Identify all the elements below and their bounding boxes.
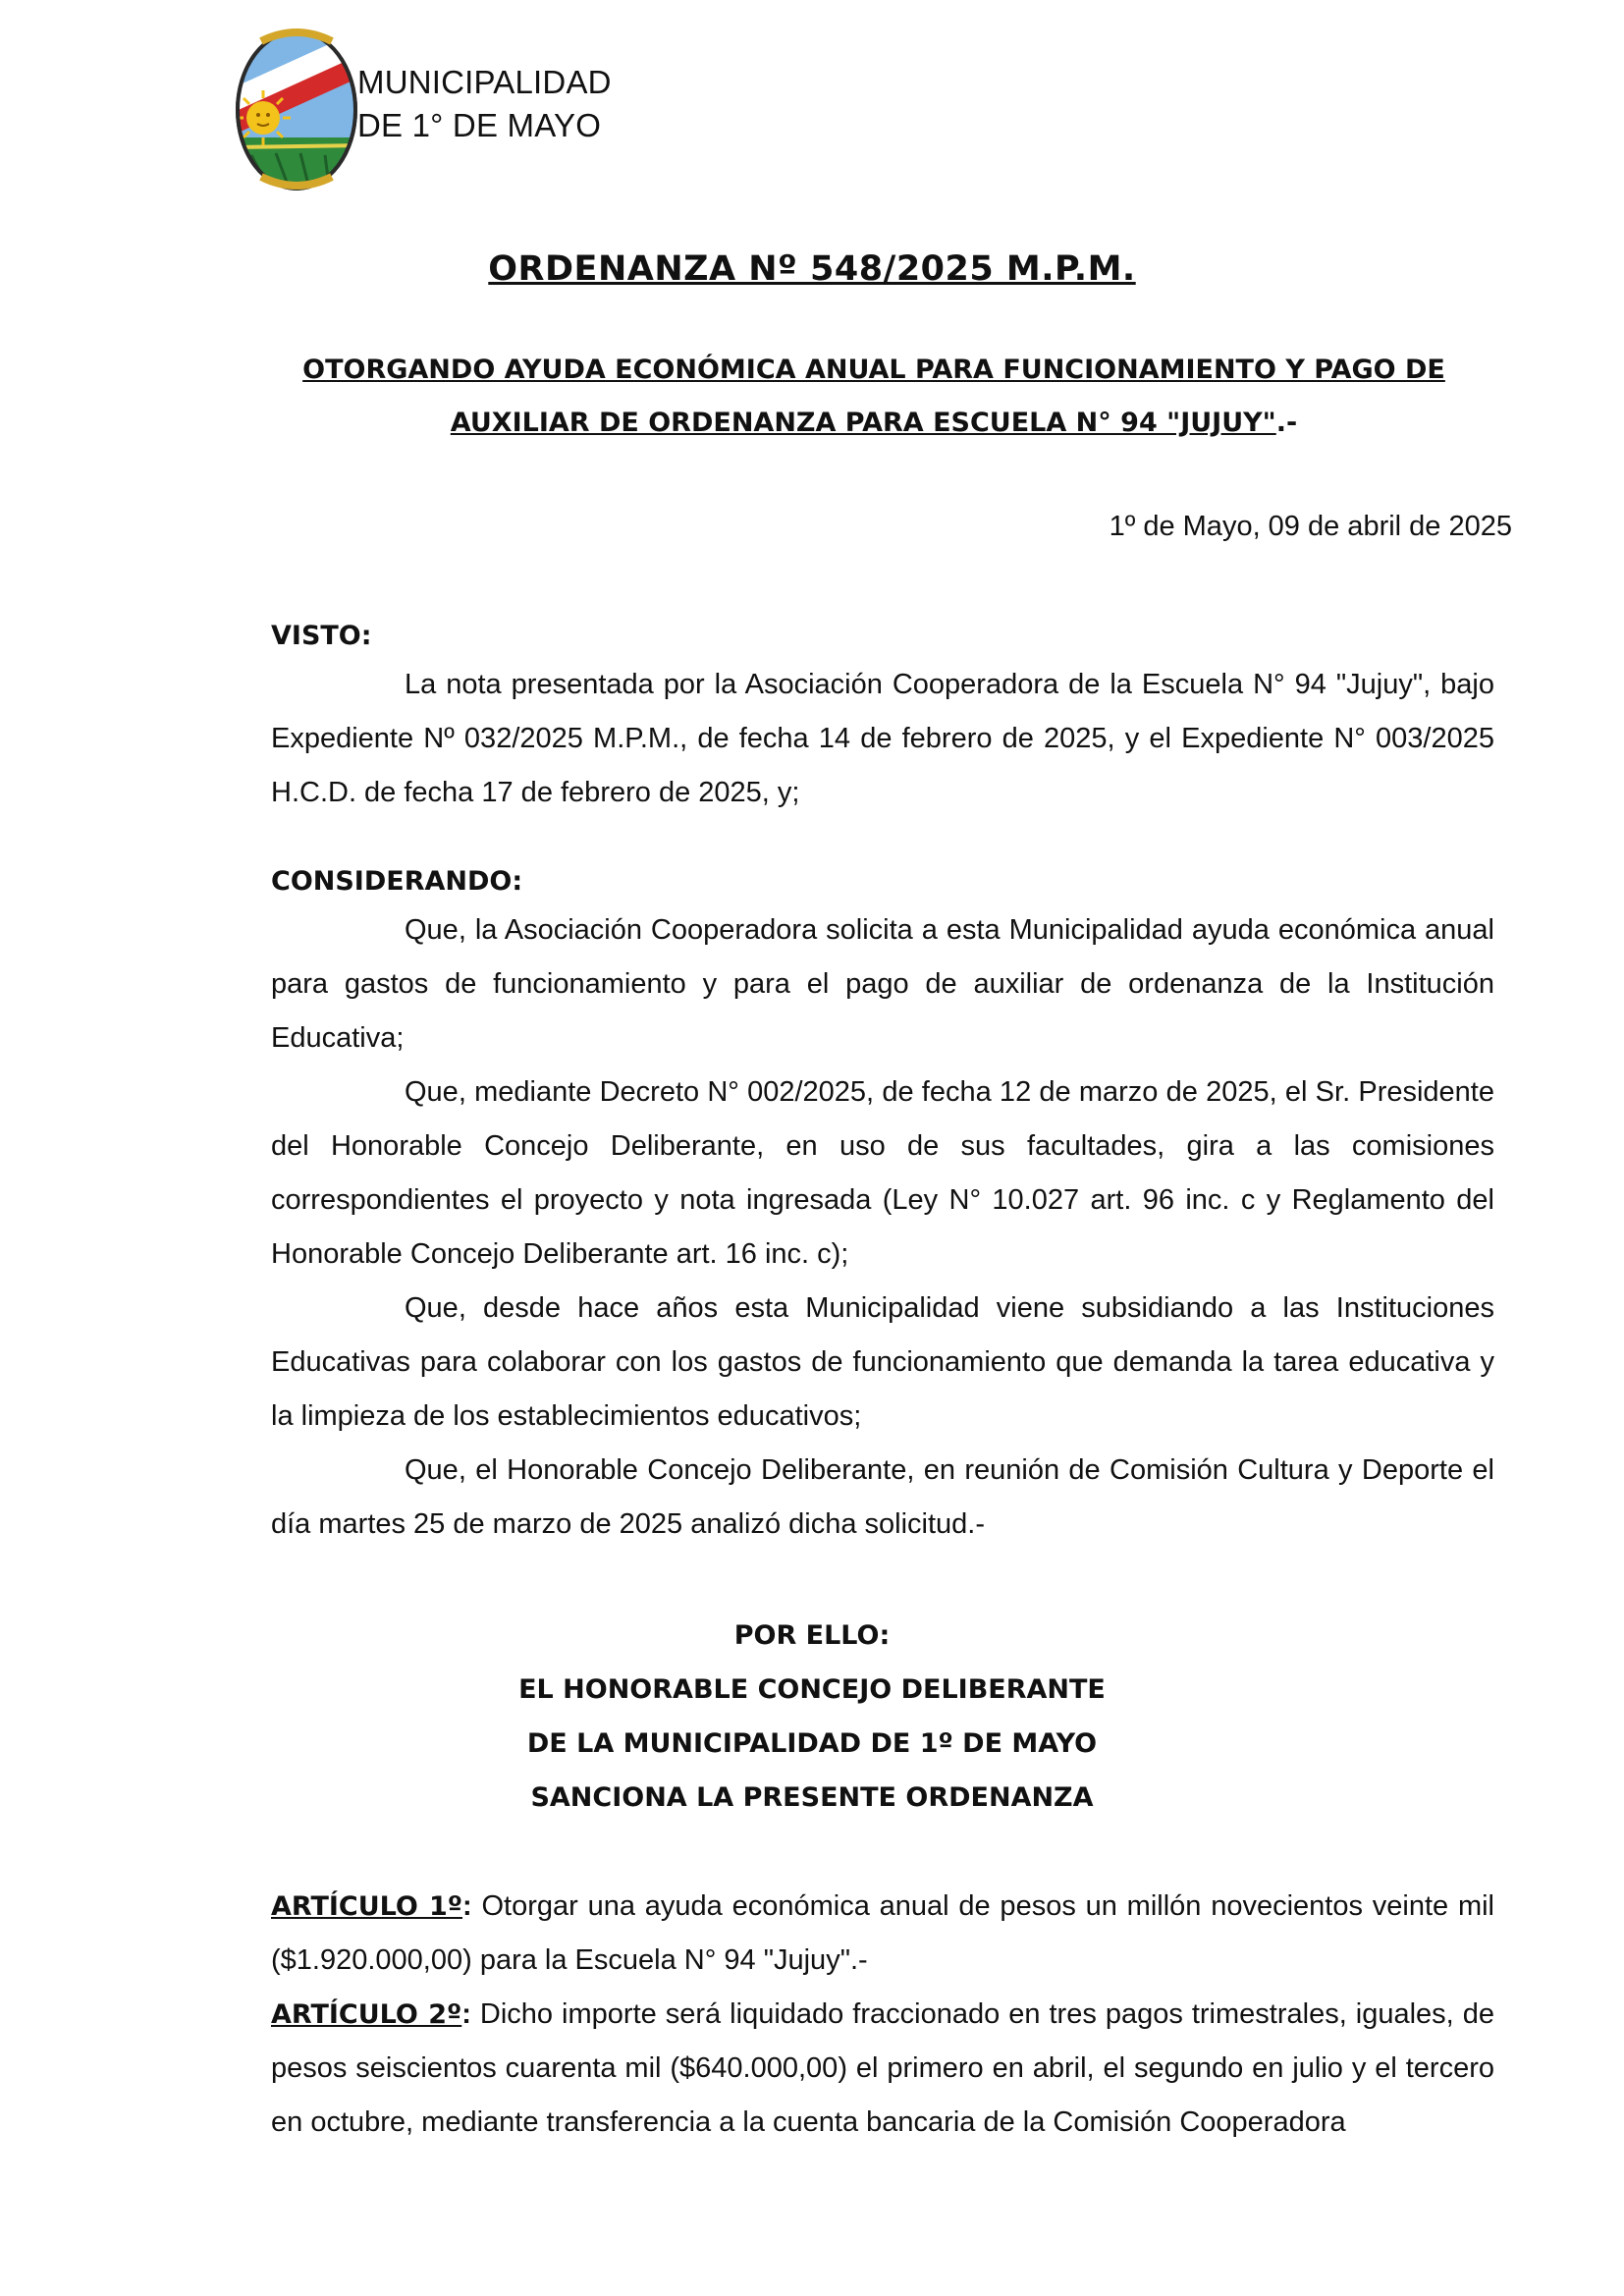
visto-heading: VISTO: <box>271 621 372 651</box>
ordinance-title: ORDENANZA Nº 548/2025 M.P.M. <box>488 249 1136 289</box>
por-ello-line: SANCIONA LA PRESENTE ORDENANZA <box>530 1782 1094 1813</box>
por-ello-line: POR ELLO: <box>733 1620 891 1651</box>
articles-section <box>271 1880 1494 2150</box>
municipality-name-line1: MUNICIPALIDAD <box>357 64 612 100</box>
article-2: ARTÍCULO 2º: Dicho importe será liquidado fraccionado en tres pagos trimestrales, iguales, de pesos seiscientos cuarenta mil ($640.000,00) el primero en abril, el segundo en julio y el tercero en octubre, mediante transferencia a la cuenta bancaria de la Comisión Cooperadora <box>271 1998 1494 2138</box>
por-ello-line: EL HONORABLE CONCEJO DELIBERANTE <box>518 1674 1106 1705</box>
article-text: Otorgar una ayuda económica anual de pesos un millón novecientos veinte mil ($1.920.000,00) para la Escuela N° 94 "Jujuy".- <box>271 1890 1494 1976</box>
ordinance-subtitle <box>245 344 1502 450</box>
considerando-paragraph: Que, desde hace años esta Municipalidad viene subsidiando a las Instituciones Educativas para colaborar con los gastos de funcionamiento que demanda la tarea educativa y la limpieza de los establecimientos educativos; <box>271 1292 1494 1432</box>
ordinance-subtitle-suffix: .- <box>1275 408 1298 438</box>
municipal-seal-logo <box>232 20 361 192</box>
ordinance-subtitle-text: OTORGANDO AYUDA ECONÓMICA ANUAL PARA FUNCIONAMIENTO Y PAGO DE AUXILIAR DE ORDENANZA PARA ESCUELA N° 94 "JUJUY" <box>302 355 1445 438</box>
municipality-name <box>357 61 612 147</box>
visto-paragraph: La nota presentada por la Asociación Cooperadora de la Escuela N° 94 "Jujuy", bajo Expediente Nº 032/2025 M.P.M., de fecha 14 de febrero de 2025, y el Expediente N° 003/2025 H.C.D. de fecha 17 de febrero de 2025, y; <box>271 669 1494 808</box>
article-text: Dicho importe será liquidado fraccionado en tres pagos trimestrales, iguales, de pesos seiscientos cuarenta mil ($640.000,00) el primero en abril, el segundo en julio y el tercero en octubre, mediante transferencia a la cuenta bancaria de la Comisión Cooperadora <box>271 1998 1494 2138</box>
document-date: 1º de Mayo, 09 de abril de 2025 <box>1109 511 1512 542</box>
article-1: ARTÍCULO 1º: Otorgar una ayuda económica anual de pesos un millón novecientos veinte mil ($1.920.000,00) para la Escuela N° 94 "Jujuy".- <box>271 1890 1494 1976</box>
considerando-section <box>271 903 1494 1552</box>
article-label: ARTÍCULO 1º <box>271 1891 463 1922</box>
por-ello-line: DE LA MUNICIPALIDAD DE 1º DE MAYO <box>526 1728 1098 1759</box>
considerando-paragraph: Que, mediante Decreto N° 002/2025, de fecha 12 de marzo de 2025, el Sr. Presidente del Honorable Concejo Deliberante, en uso de sus facultades, gira a las comisiones correspondientes el proyecto y nota ingresada (Ley N° 10.027 art. 96 inc. c y Reglamento del Honorable Concejo Deliberante art. 16 inc. c); <box>271 1076 1494 1270</box>
municipality-name-line2: DE 1° DE MAYO <box>357 107 602 143</box>
considerando-heading: CONSIDERANDO: <box>271 866 523 897</box>
considerando-paragraph: Que, el Honorable Concejo Deliberante, en reunión de Comisión Cultura y Deporte el día martes 25 de marzo de 2025 analizó dicha solicitud.- <box>271 1454 1494 1540</box>
por-ello-block <box>0 1609 1624 1825</box>
article-label: ARTÍCULO 2º <box>271 1999 462 2030</box>
considerando-paragraph: Que, la Asociación Cooperadora solicita a esta Municipalidad ayuda económica anual para gastos de funcionamiento y para el pago de auxiliar de ordenanza de la Institución Educativa; <box>271 914 1494 1054</box>
visto-section <box>271 658 1494 820</box>
